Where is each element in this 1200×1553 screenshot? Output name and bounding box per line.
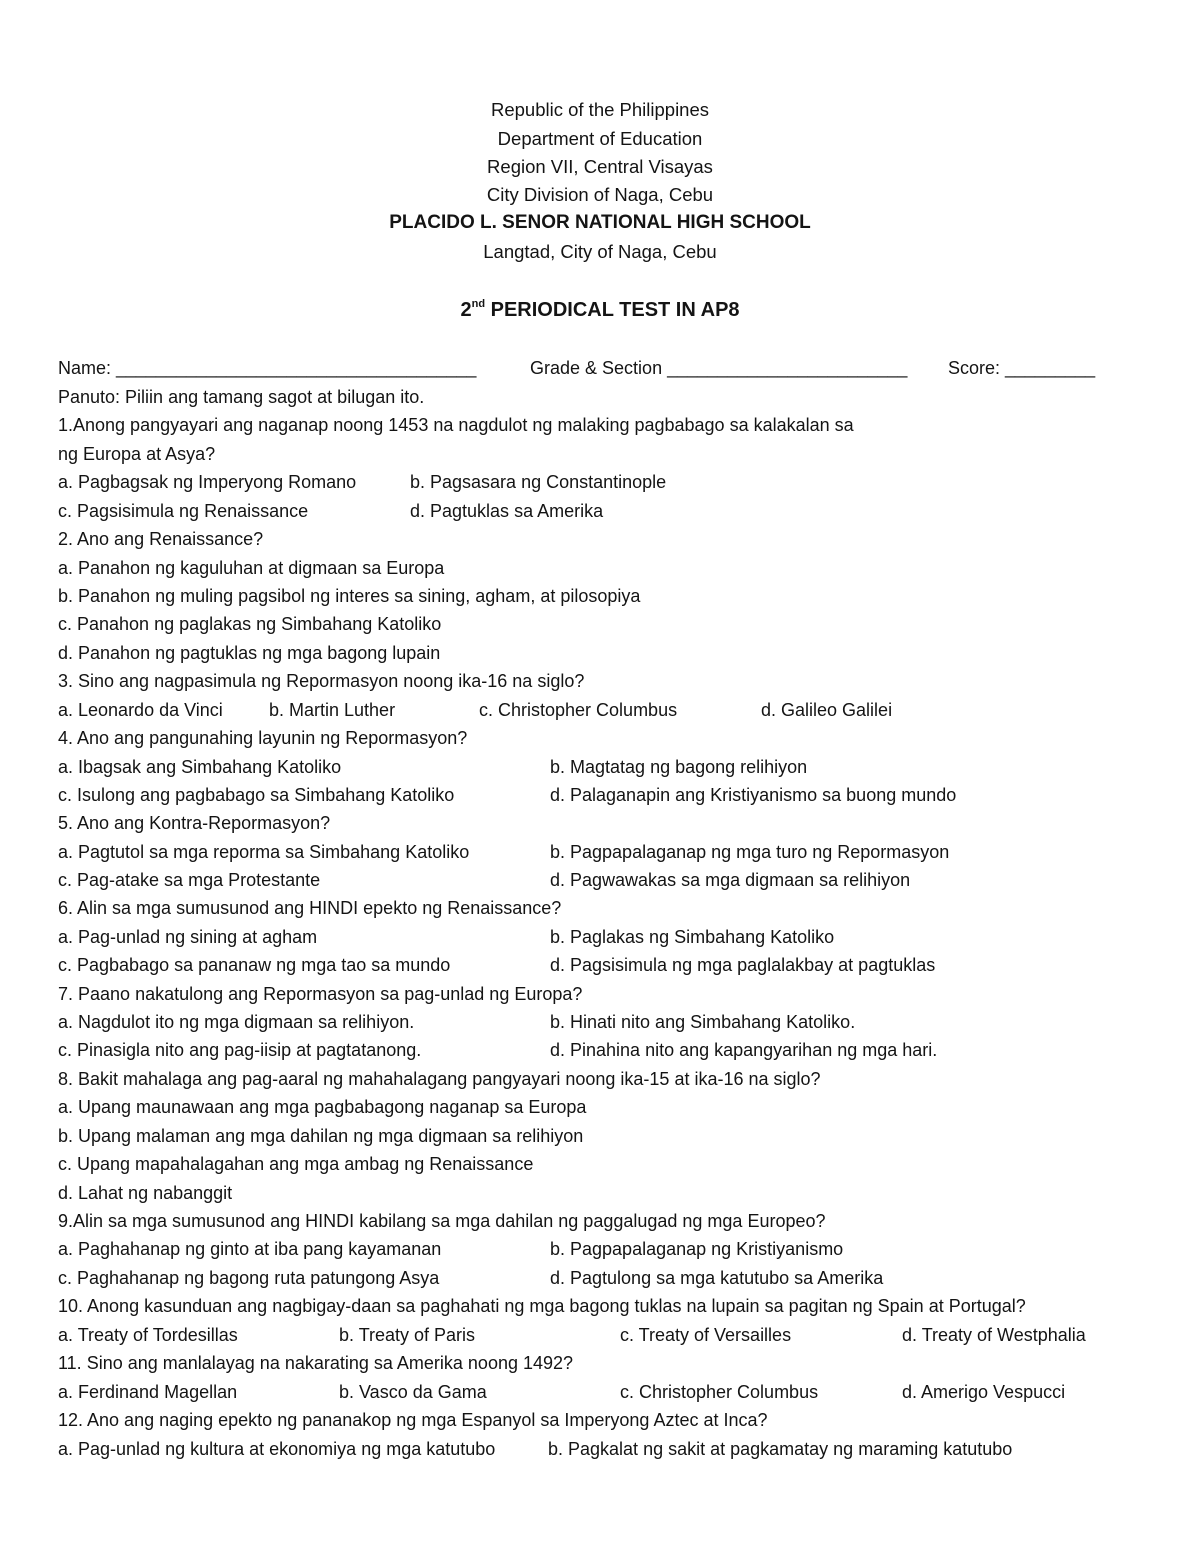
q10-option-a[interactable]: a. Treaty of Tordesillas: [58, 1325, 238, 1345]
q12-option-b[interactable]: b. Pagkalat ng sakit at pagkamatay ng maraming katutubo: [548, 1439, 1013, 1459]
q2-option-d[interactable]: d. Panahon ng pagtuklas ng mga bagong lupain: [58, 643, 441, 663]
q7-option-d[interactable]: d. Pinahina nito ang kapangyarihan ng mga hari.: [550, 1040, 938, 1060]
q6-option-a[interactable]: a. Pag-unlad ng sining at agham: [58, 927, 318, 947]
q1-option-d[interactable]: d. Pagtuklas sa Amerika: [410, 501, 604, 521]
q3-option-b[interactable]: b. Martin Luther: [269, 700, 396, 720]
q8-option-b[interactable]: b. Upang malaman ang mga dahilan ng mga digmaan sa relihiyon: [58, 1126, 584, 1146]
question-6: 6. Alin sa mga sumusunod ang HINDI epekto ng Renaissance?: [58, 898, 562, 918]
q1-option-b[interactable]: b. Pagsasara ng Constantinople: [410, 472, 667, 492]
test-title: [0, 298, 1200, 322]
q4-option-b[interactable]: b. Magtatag ng bagong relihiyon: [550, 757, 808, 777]
q12-option-a[interactable]: a. Pag-unlad ng kultura at ekonomiya ng mga katutubo: [58, 1439, 496, 1459]
test-superscript: nd: [471, 298, 486, 310]
q4-option-d[interactable]: d. Palaganapin ang Kristiyanismo sa buong mundo: [550, 785, 957, 805]
q8-option-c[interactable]: c. Upang mapahalagahan ang mga ambag ng Renaissance: [58, 1154, 534, 1174]
instructions: Panuto: Piliin ang tamang sagot at bilugan ito.: [58, 387, 425, 407]
name-field[interactable]: Name: ____________________________________: [58, 358, 477, 378]
q9-option-a[interactable]: a. Paghahanap ng ginto at iba pang kayamanan: [58, 1239, 442, 1259]
q7-option-c[interactable]: c. Pinasigla nito ang pag-iisip at pagtatanong.: [58, 1040, 422, 1060]
score-field[interactable]: Score: _________: [948, 358, 1096, 378]
question-10: 10. Anong kasunduan ang nagbigay-daan sa paghahati ng mga bagong tuklas na lupain sa pagitan ng Spain at Portugal?: [58, 1296, 1026, 1316]
question-3: 3. Sino ang nagpasimula ng Repormasyon noong ika-16 na siglo?: [58, 671, 585, 691]
q11-option-c[interactable]: c. Christopher Columbus: [620, 1382, 819, 1402]
q3-option-c[interactable]: c. Christopher Columbus: [479, 700, 678, 720]
q6-option-d[interactable]: d. Pagsisimula ng mga paglalakbay at pagtuklas: [550, 955, 936, 975]
header-department: Department of Education: [497, 128, 703, 149]
q3-option-d[interactable]: d. Galileo Galilei: [761, 700, 893, 720]
grade-section-field[interactable]: Grade & Section ________________________: [530, 358, 908, 378]
question-12: 12. Ano ang naging epekto ng pananakop ng mga Espanyol sa Imperyong Aztec at Inca?: [58, 1410, 768, 1430]
school-name: PLACIDO L. SENOR NATIONAL HIGH SCHOOL: [389, 212, 811, 233]
question-1: 1.Anong pangyayari ang naganap noong 1453 na nagdulot ng malaking pagbabago sa kalakalan sa: [58, 415, 854, 435]
q11-option-b[interactable]: b. Vasco da Gama: [339, 1382, 487, 1402]
q8-option-a[interactable]: a. Upang maunawaan ang mga pagbabagong naganap sa Europa: [58, 1097, 587, 1117]
q4-option-c[interactable]: c. Isulong ang pagbabago sa Simbahang Katoliko: [58, 785, 455, 805]
q10-option-d[interactable]: d. Treaty of Westphalia: [902, 1325, 1086, 1345]
q5-option-c[interactable]: c. Pag-atake sa mga Protestante: [58, 870, 321, 890]
q7-option-b[interactable]: b. Hinati nito ang Simbahang Katoliko.: [550, 1012, 856, 1032]
q11-option-a[interactable]: a. Ferdinand Magellan: [58, 1382, 238, 1402]
question-7: 7. Paano nakatulong ang Repormasyon sa pag-unlad ng Europa?: [58, 984, 583, 1004]
header-region: Region VII, Central Visayas: [487, 156, 713, 177]
q9-option-c[interactable]: c. Paghahanap ng bagong ruta patungong Asya: [58, 1268, 440, 1288]
q5-option-d[interactable]: d. Pagwawakas sa mga digmaan sa relihiyon: [550, 870, 911, 890]
school-address: Langtad, City of Naga, Cebu: [483, 241, 717, 262]
q6-option-c[interactable]: c. Pagbabago sa pananaw ng mga tao sa mundo: [58, 955, 451, 975]
q11-option-d[interactable]: d. Amerigo Vespucci: [902, 1382, 1066, 1402]
q5-option-b[interactable]: b. Pagpapalaganap ng mga turo ng Repormasyon: [550, 842, 950, 862]
q1-option-c[interactable]: c. Pagsisimula ng Renaissance: [58, 501, 309, 521]
test-title-text: PERIODICAL TEST IN AP8: [485, 299, 740, 321]
header-division: City Division of Naga, Cebu: [486, 184, 714, 205]
q8-option-d[interactable]: d. Lahat ng nabanggit: [58, 1183, 233, 1203]
question-4: 4. Ano ang pangunahing layunin ng Repormasyon?: [58, 728, 468, 748]
q7-option-a[interactable]: a. Nagdulot ito ng mga digmaan sa relihiyon.: [58, 1012, 415, 1032]
q1-option-a[interactable]: a. Pagbagsak ng Imperyong Romano: [58, 472, 357, 492]
test-number: 2: [460, 299, 472, 321]
q9-option-d[interactable]: d. Pagtulong sa mga katutubo sa Amerika: [550, 1268, 884, 1288]
q9-option-b[interactable]: b. Pagpapalaganap ng Kristiyanismo: [550, 1239, 844, 1259]
q2-option-b[interactable]: b. Panahon ng muling pagsibol ng interes sa sining, agham, at pilosopiya: [58, 586, 641, 606]
question-8: 8. Bakit mahalaga ang pag-aaral ng mahahalagang pangyayari noong ika-15 at ika-16 na siglo?: [58, 1069, 821, 1089]
q2-option-c[interactable]: c. Panahon ng paglakas ng Simbahang Katoliko: [58, 614, 442, 634]
question-5: 5. Ano ang Kontra-Repormasyon?: [58, 813, 331, 833]
question-1-cont: ng Europa at Asya?: [58, 444, 216, 464]
q5-option-a[interactable]: a. Pagtutol sa mga reporma sa Simbahang Katoliko: [58, 842, 470, 862]
q4-option-a[interactable]: a. Ibagsak ang Simbahang Katoliko: [58, 757, 342, 777]
question-9: 9.Alin sa mga sumusunod ang HINDI kabilang sa mga dahilan ng paggalugad ng mga Europeo?: [58, 1211, 826, 1231]
q6-option-b[interactable]: b. Paglakas ng Simbahang Katoliko: [550, 927, 835, 947]
q2-option-a[interactable]: a. Panahon ng kaguluhan at digmaan sa Europa: [58, 558, 445, 578]
question-11: 11. Sino ang manlalayag na nakarating sa Amerika noong 1492?: [58, 1353, 574, 1373]
q10-option-b[interactable]: b. Treaty of Paris: [339, 1325, 476, 1345]
q3-option-a[interactable]: a. Leonardo da Vinci: [58, 700, 223, 720]
header-republic: Republic of the Philippines: [490, 99, 710, 120]
q10-option-c[interactable]: c. Treaty of Versailles: [620, 1325, 792, 1345]
question-2: 2. Ano ang Renaissance?: [58, 529, 264, 549]
